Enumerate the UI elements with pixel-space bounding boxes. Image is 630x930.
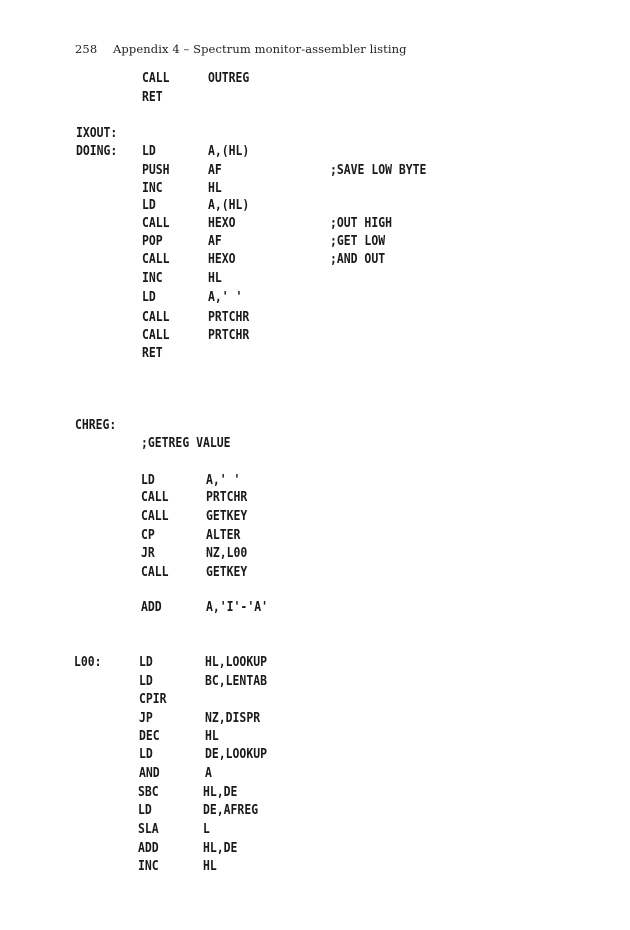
code-line — [0, 491, 630, 507]
code-line — [0, 347, 630, 363]
line-opcode: POP — [142, 234, 163, 249]
line-operand: BC,LENTAB — [205, 674, 267, 689]
line-operand: HL,DE — [203, 841, 238, 856]
line-opcode: INC — [138, 859, 159, 874]
code-line — [0, 601, 630, 617]
line-opcode: LD — [139, 674, 153, 689]
line-operand: ALTER — [206, 528, 241, 543]
code-line — [0, 329, 630, 345]
code-line — [0, 199, 630, 215]
line-operand: HL — [205, 729, 219, 744]
line-operand: HEXO — [208, 216, 236, 231]
code-line — [0, 272, 630, 288]
line-label: DOING: — [76, 144, 118, 159]
line-comment: ;OUT HIGH — [330, 216, 392, 231]
line-operand: A,' ' — [206, 473, 241, 488]
code-line — [0, 419, 630, 435]
line-label: IXOUT: — [76, 126, 118, 141]
line-opcode: CALL — [141, 565, 169, 580]
line-opcode: CALL — [141, 509, 169, 524]
line-operand: GETKEY — [206, 509, 248, 524]
line-opcode: CPIR — [139, 692, 167, 707]
line-operand: HEXO — [208, 252, 236, 267]
line-operand: A,(HL) — [208, 144, 250, 159]
code-line — [0, 675, 630, 691]
line-opcode: CP — [141, 528, 155, 543]
line-operand: A — [205, 766, 212, 781]
line-opcode: INC — [142, 181, 163, 196]
line-opcode: PUSH — [142, 163, 170, 178]
line-operand: AF — [208, 234, 222, 249]
code-line — [0, 767, 630, 783]
line-operand: PRTCHR — [208, 310, 250, 325]
line-opcode: LD — [139, 655, 153, 670]
line-label: L00: — [74, 655, 102, 670]
code-line — [0, 842, 630, 858]
line-opcode: LD — [138, 803, 152, 818]
code-line — [0, 860, 630, 876]
line-operand: HL,DE — [203, 785, 238, 800]
code-line — [0, 91, 630, 107]
line-operand: A,' ' — [208, 290, 243, 305]
code-line — [0, 127, 630, 143]
line-comment: ;SAVE LOW BYTE — [330, 163, 427, 178]
line-opcode: RET — [142, 90, 163, 105]
code-line — [0, 217, 630, 233]
page-number: 258 — [75, 42, 98, 56]
line-opcode: CALL — [142, 310, 170, 325]
line-opcode: ADD — [141, 600, 162, 615]
code-line — [0, 786, 630, 802]
code-line — [0, 748, 630, 764]
line-operand: DE,LOOKUP — [205, 747, 267, 762]
line-operand: DE,AFREG — [203, 803, 259, 818]
line-comment: ;GETREG VALUE — [141, 436, 231, 451]
line-opcode: SBC — [138, 785, 159, 800]
line-operand: A,(HL) — [208, 198, 250, 213]
line-operand: PRTCHR — [208, 328, 250, 343]
line-opcode: LD — [142, 290, 156, 305]
code-line — [0, 291, 630, 307]
code-line — [0, 712, 630, 728]
line-opcode: JR — [141, 546, 155, 561]
code-line — [0, 804, 630, 820]
code-line — [0, 235, 630, 251]
line-opcode: CALL — [142, 328, 170, 343]
line-operand: L — [203, 822, 210, 837]
line-opcode: CALL — [142, 71, 170, 86]
code-line — [0, 145, 630, 161]
line-opcode: LD — [142, 198, 156, 213]
line-opcode: LD — [141, 473, 155, 488]
running-title: Appendix 4 – Spectrum monitor-assembler listing — [113, 42, 407, 56]
code-line — [0, 529, 630, 545]
code-line — [0, 72, 630, 88]
line-operand: NZ,DISPR — [205, 711, 261, 726]
code-line — [0, 164, 630, 180]
code-line — [0, 182, 630, 198]
code-line — [0, 510, 630, 526]
code-line — [0, 823, 630, 839]
line-opcode: INC — [142, 271, 163, 286]
line-opcode: LD — [142, 144, 156, 159]
line-operand: NZ,L00 — [206, 546, 248, 561]
line-comment: ;AND OUT — [330, 252, 386, 267]
code-line — [0, 566, 630, 582]
code-line — [0, 693, 630, 709]
code-line — [0, 547, 630, 563]
line-opcode: AND — [139, 766, 160, 781]
line-operand: OUTREG — [208, 71, 250, 86]
line-operand: AF — [208, 163, 222, 178]
line-operand: PRTCHR — [206, 490, 248, 505]
line-opcode: RET — [142, 346, 163, 361]
code-line — [0, 656, 630, 672]
line-label: CHREG: — [75, 418, 117, 433]
code-line — [0, 474, 630, 490]
line-operand: HL,LOOKUP — [205, 655, 267, 670]
code-line — [0, 730, 630, 746]
line-opcode: CALL — [142, 216, 170, 231]
line-operand: HL — [208, 271, 222, 286]
code-line — [0, 311, 630, 327]
line-operand: HL — [203, 859, 217, 874]
line-comment: ;GET LOW — [330, 234, 386, 249]
code-line — [0, 437, 630, 453]
line-opcode: LD — [139, 747, 153, 762]
line-opcode: SLA — [138, 822, 159, 837]
line-opcode: CALL — [142, 252, 170, 267]
line-opcode: JP — [139, 711, 153, 726]
line-operand: GETKEY — [206, 565, 248, 580]
code-line — [0, 253, 630, 269]
line-opcode: ADD — [138, 841, 159, 856]
line-operand: HL — [208, 181, 222, 196]
line-operand: A,'I'-'A' — [206, 600, 268, 615]
line-opcode: DEC — [139, 729, 160, 744]
line-opcode: CALL — [141, 490, 169, 505]
